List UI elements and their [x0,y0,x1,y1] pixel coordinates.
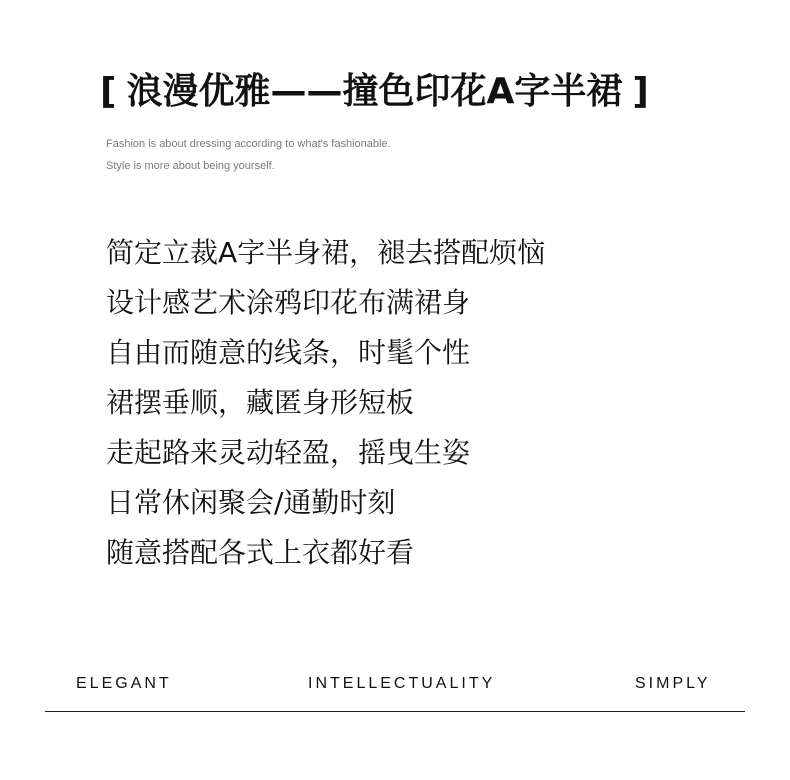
footer-word-simply: SIMPLY [635,675,711,692]
description-line: 自由而随意的线条，时髦个性 [106,336,471,369]
description-line: 设计感艺术涂鸦印花布满裙身 [106,286,471,319]
tagline-fashion: Fashion is about dressing according to what's fashionable. [106,138,391,150]
title-text: 浪漫优雅——撞色印花A字半裙 [126,71,623,112]
description-line: 裙摆垂顺，藏匿身形短板 [106,386,415,419]
description-line: 简定立裁A字半身裙，褪去搭配烦恼 [106,236,546,269]
description-list [106,228,746,578]
footer-word-intellectuality: INTELLECTUALITY [308,675,496,692]
title-bracket-open: [ [100,71,117,112]
description-line: 日常休闲聚会/通勤时刻 [106,486,396,519]
tagline-style: Style is more about being yourself. [106,160,275,172]
footer-word-elegant: ELEGANT [76,675,172,692]
page-title [100,64,760,120]
title-bracket-close: ] [632,71,649,112]
footer-divider [45,711,745,712]
description-line: 随意搭配各式上衣都好看 [106,536,415,569]
description-line: 走起路来灵动轻盈，摇曳生姿 [106,436,471,469]
